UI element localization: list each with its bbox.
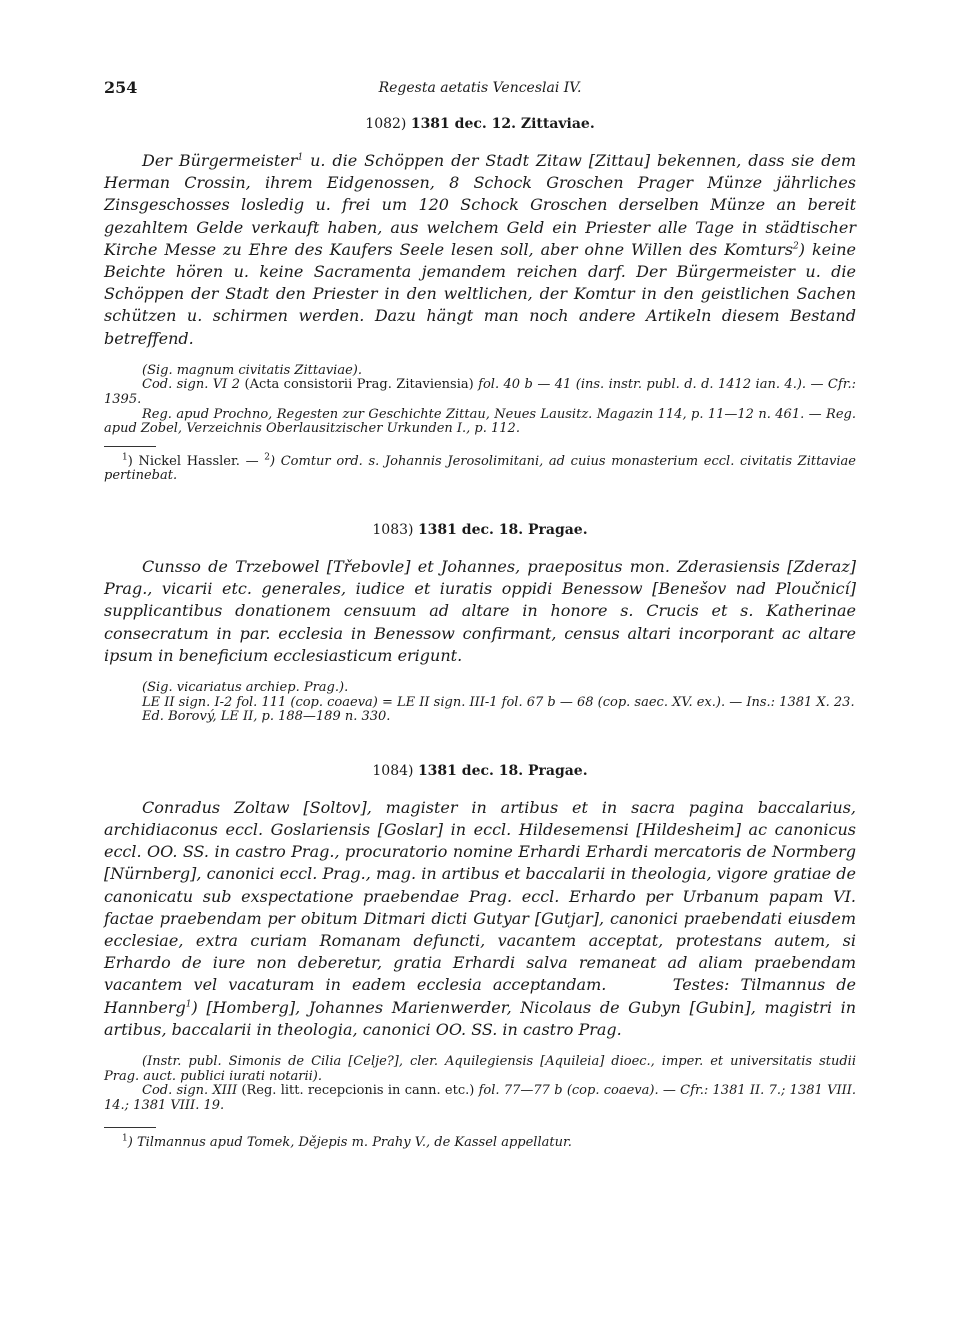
footnote-mark: 2	[264, 452, 270, 463]
codex-title: (Reg. litt. recepcionis in cann. etc.)	[237, 1083, 479, 1099]
page-number: 254	[104, 78, 138, 97]
entry-date: 1381 dec. 18. Pragae.	[417, 762, 588, 779]
entry-date: 1381 dec. 18. Pragae.	[417, 521, 588, 538]
regest-part: Der Bürgermeister	[142, 151, 298, 170]
codex-folio: fol. 77—77 b (cop. coaeva). — Cfr.: 1381 II. 7.; 1381 VIII. 14.; 1381 VIII. 19.	[104, 1083, 856, 1113]
entry-1083	[104, 522, 856, 725]
document-page	[104, 78, 862, 1151]
footnote-text: ) Tilmannus apud Tomek, Dějepis m. Prahy V., de Kassel appellatur.	[127, 1135, 572, 1151]
footnote-rule	[104, 1127, 156, 1128]
regest-reference: Reg. apud Prochno, Regesten zur Geschichte Zittau, Neues Lausitz. Magazin 114, p. 11—12 n. 461. — Reg. apud Zobel, Verzeichnis Oberlausitzischer Urkunden I., p. 112.	[104, 406, 856, 437]
entry-heading	[104, 763, 856, 779]
regest-text	[104, 797, 862, 1041]
footnote-text: ) Comtur ord. s. Johannis Jerosolimitani, ad cuius monasterium eccl. civitatis Zittaviae pertinebat.	[104, 453, 856, 484]
regest-text	[104, 150, 856, 350]
footnote-text: ) Nickel Hassler. —	[127, 453, 265, 469]
entry-1082	[104, 116, 856, 484]
entry-heading	[104, 116, 856, 132]
edition-reference: Ed. Borový, LE II, p. 188—189 n. 330.	[142, 709, 391, 725]
codex-note	[104, 1084, 856, 1113]
regest-part: ) [Homberg], Johannes Marienwerder, Nicolaus de Gubyn [Gubin], magistri in artibus, baccalarii in theologia, canonici OO. SS. in castro Prag.	[104, 997, 862, 1039]
regest-text: Cunsso de Trzebowel [Třebovle] et Johannes, praepositus mon. Zderasiensis [Zderaz] Prag., vicarii etc. generales, iudice et iuratis oppidi Benessow [Benešov nad Ploučnicí] supplicantibus donationem censuum ad altare in honore s. Crucis et s. Katherinae consecratum in par. ecclesia in Benessow confirmant, census altari incorporant ac altare ipsum in beneficium ecclesiasticum erigunt.	[104, 556, 856, 665]
entry-1084	[104, 762, 862, 1151]
footnote-rule	[104, 446, 156, 447]
footnote-mark: 1	[122, 452, 128, 463]
entry-number: 1084)	[372, 762, 414, 779]
regest-part: ) keine Beichte hören u. keine Sacramenta jemandem reichen darf. Der Bürgermeister u. die Schöppen der Stadt den Priester in den weltlichen, der Komtur in den geistlichen Sachen schützen u. schirmen werden. Dazu hängt man noch andere Artikeln diesem Bestand betreffend.	[104, 239, 857, 348]
footnote-mark: 1	[122, 1134, 128, 1145]
footnote-ref: 1	[297, 152, 304, 163]
entry-heading	[104, 522, 856, 538]
footnote	[104, 1136, 856, 1151]
seal-note: (Sig. vicariatus archiep. Prag.).	[142, 680, 349, 695]
codex-note: LE II sign. I-2 fol. 111 (cop. coaeva) = LE II sign. III-1 fol. 67 b — 68 (cop. saec. XV. ex.). — Ins.: 1381 X. 23.	[142, 694, 855, 710]
footnote-ref: 2	[793, 241, 799, 252]
seal-note: (Sig. magnum civitatis Zittaviae).	[142, 362, 362, 378]
regest-part: Conradus Zoltaw [Soltov], magister in artibus et in sacra pagina baccalarius, archidiaconus eccl. Goslariensis [Goslar] in eccl. Hildesemensi [Hildesheim] ac canonicus eccl. OO. SS. in castro Prag., procuratorio nomine Erhardi Erhardi mercatoris de Normberg [Nürnberg], canonici eccl. Prag., mag. in artibus et baccalarii in theologia, vigore gratiae de canonicatu sub exspectatione praebendae Prag. eccl. Erhardo per Urbanum papam VI. factae praebendam per obitum Ditmari dicti Gutyar [Gutjar], canonici praebendati eiusdem ecclesiae, extra curiam Romanam defuncti, vacantem acceptat, protestans autem, si Erhardo de iure non deberetur, gratia Erhardi salva remaneat ad aliam praebendam vacantem vel vacaturam in eadem ecclesia acceptandam. Testes: Tilmannus de Hannberg	[104, 797, 862, 1017]
footnote	[104, 452, 856, 484]
entry-number: 1083)	[372, 521, 414, 538]
source-notes	[104, 681, 856, 725]
entry-number: 1082)	[365, 116, 407, 132]
footnote-ref: 1	[185, 999, 192, 1010]
codex-sign: Cod. sign. XIII	[142, 1083, 238, 1099]
source-notes	[104, 1055, 856, 1113]
page-header	[104, 78, 856, 102]
codex-folio: fol. 40 b — 41 (ins. instr. publ. d. d. 1412 ian. 4.). — Cfr.: 1395.	[104, 377, 856, 408]
codex-title: (Acta consistorii Prag. Zitaviensia)	[240, 377, 479, 393]
source-notes	[104, 364, 856, 437]
codex-note	[104, 378, 856, 407]
codex-sign: Cod. sign. VI 2	[142, 377, 241, 393]
running-title: Regesta aetatis Venceslai IV.	[378, 80, 582, 96]
instrument-note: (Instr. publ. Simonis de Cilia [Celje?], cler. Aquilegiensis [Aquileia] dioec., imper. et universitatis studii Prag. auct. publici iurati notarii).	[104, 1054, 856, 1084]
regest-part: u. die Schöppen der Stadt Zitaw [Zittau] bekennen, dass sie dem Herman Crossin, ihrem Eidgenossen, 8 Schock Groschen Prager Münze jährliches Zinsgeschosses losledig u. frei um 120 Schock Groschen derselben Münze an bereit gezahltem Gelde verkauft haben, aus welchem Geld ein Priester alle Tage in städtischer Kirche Messe zu Ehre des Kaufers Seele lesen soll, aber ohne Willen des Komturs	[104, 151, 856, 259]
entry-date: 1381 dec. 12. Zittaviae.	[410, 116, 595, 132]
